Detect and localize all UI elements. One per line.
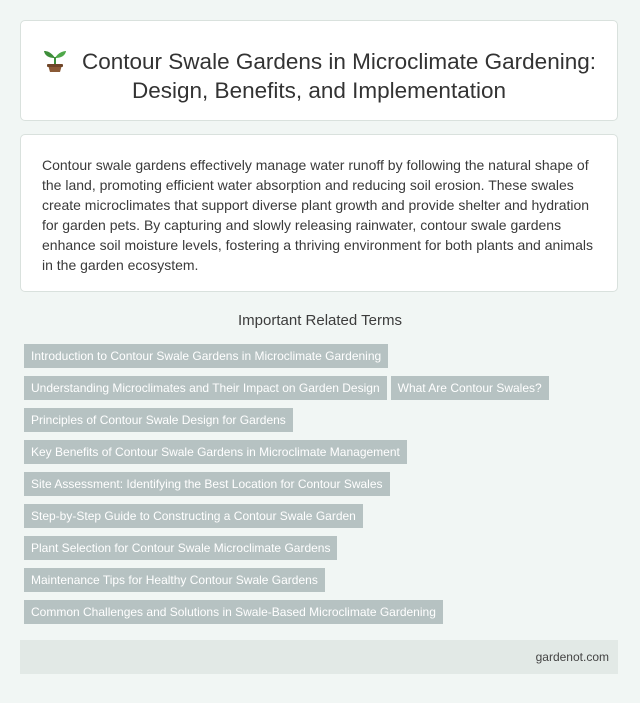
- footer-site-link[interactable]: gardenot.com: [535, 650, 609, 664]
- related-term-tag[interactable]: Key Benefits of Contour Swale Gardens in Microclimate Management: [24, 440, 407, 464]
- related-terms-list: [24, 344, 614, 632]
- intro-text: Contour swale gardens effectively manage water runoff by following the natural shape of the land, promoting efficient water absorption and reducing soil erosion. These swales create microclimates that support diverse plant growth and provide shelter and hydration for garden pets. By capturing and slowly releasing rainwater, contour swale gardens enhance soil moisture levels, fostering a thriving environment for both plants and animals in the garden ecosystem.: [42, 157, 593, 273]
- related-term-tag[interactable]: Common Challenges and Solutions in Swale-Based Microclimate Gardening: [24, 600, 443, 624]
- related-term-tag[interactable]: Step-by-Step Guide to Constructing a Contour Swale Garden: [24, 504, 363, 528]
- related-terms-heading: Important Related Terms: [238, 312, 402, 329]
- related-term-tag[interactable]: Plant Selection for Contour Swale Microclimate Gardens: [24, 536, 337, 560]
- footer: [20, 640, 618, 674]
- tag-row: [24, 344, 614, 376]
- tag-row: [24, 472, 614, 504]
- tag-row: [24, 408, 614, 440]
- title-card: [20, 20, 618, 121]
- tag-row: [24, 440, 614, 472]
- related-term-tag[interactable]: Introduction to Contour Swale Gardens in Microclimate Gardening: [24, 344, 388, 368]
- page-title: [21, 21, 617, 105]
- intro-card: [20, 134, 618, 292]
- tag-row: [24, 568, 614, 600]
- related-term-tag[interactable]: Maintenance Tips for Healthy Contour Swale Gardens: [24, 568, 325, 592]
- tag-row: [24, 600, 614, 632]
- related-term-tag[interactable]: Principles of Contour Swale Design for Gardens: [24, 408, 293, 432]
- sprout-icon: [42, 46, 68, 72]
- related-term-tag[interactable]: Site Assessment: Identifying the Best Location for Contour Swales: [24, 472, 390, 496]
- related-term-tag[interactable]: What Are Contour Swales?: [391, 376, 549, 400]
- tag-row: [24, 376, 614, 408]
- page-title-text: Contour Swale Gardens in Microclimate Gardening: Design, Benefits, and Implementation: [82, 49, 596, 103]
- tag-row: [24, 504, 614, 536]
- tag-row: [24, 536, 614, 568]
- related-term-tag[interactable]: Understanding Microclimates and Their Impact on Garden Design: [24, 376, 387, 400]
